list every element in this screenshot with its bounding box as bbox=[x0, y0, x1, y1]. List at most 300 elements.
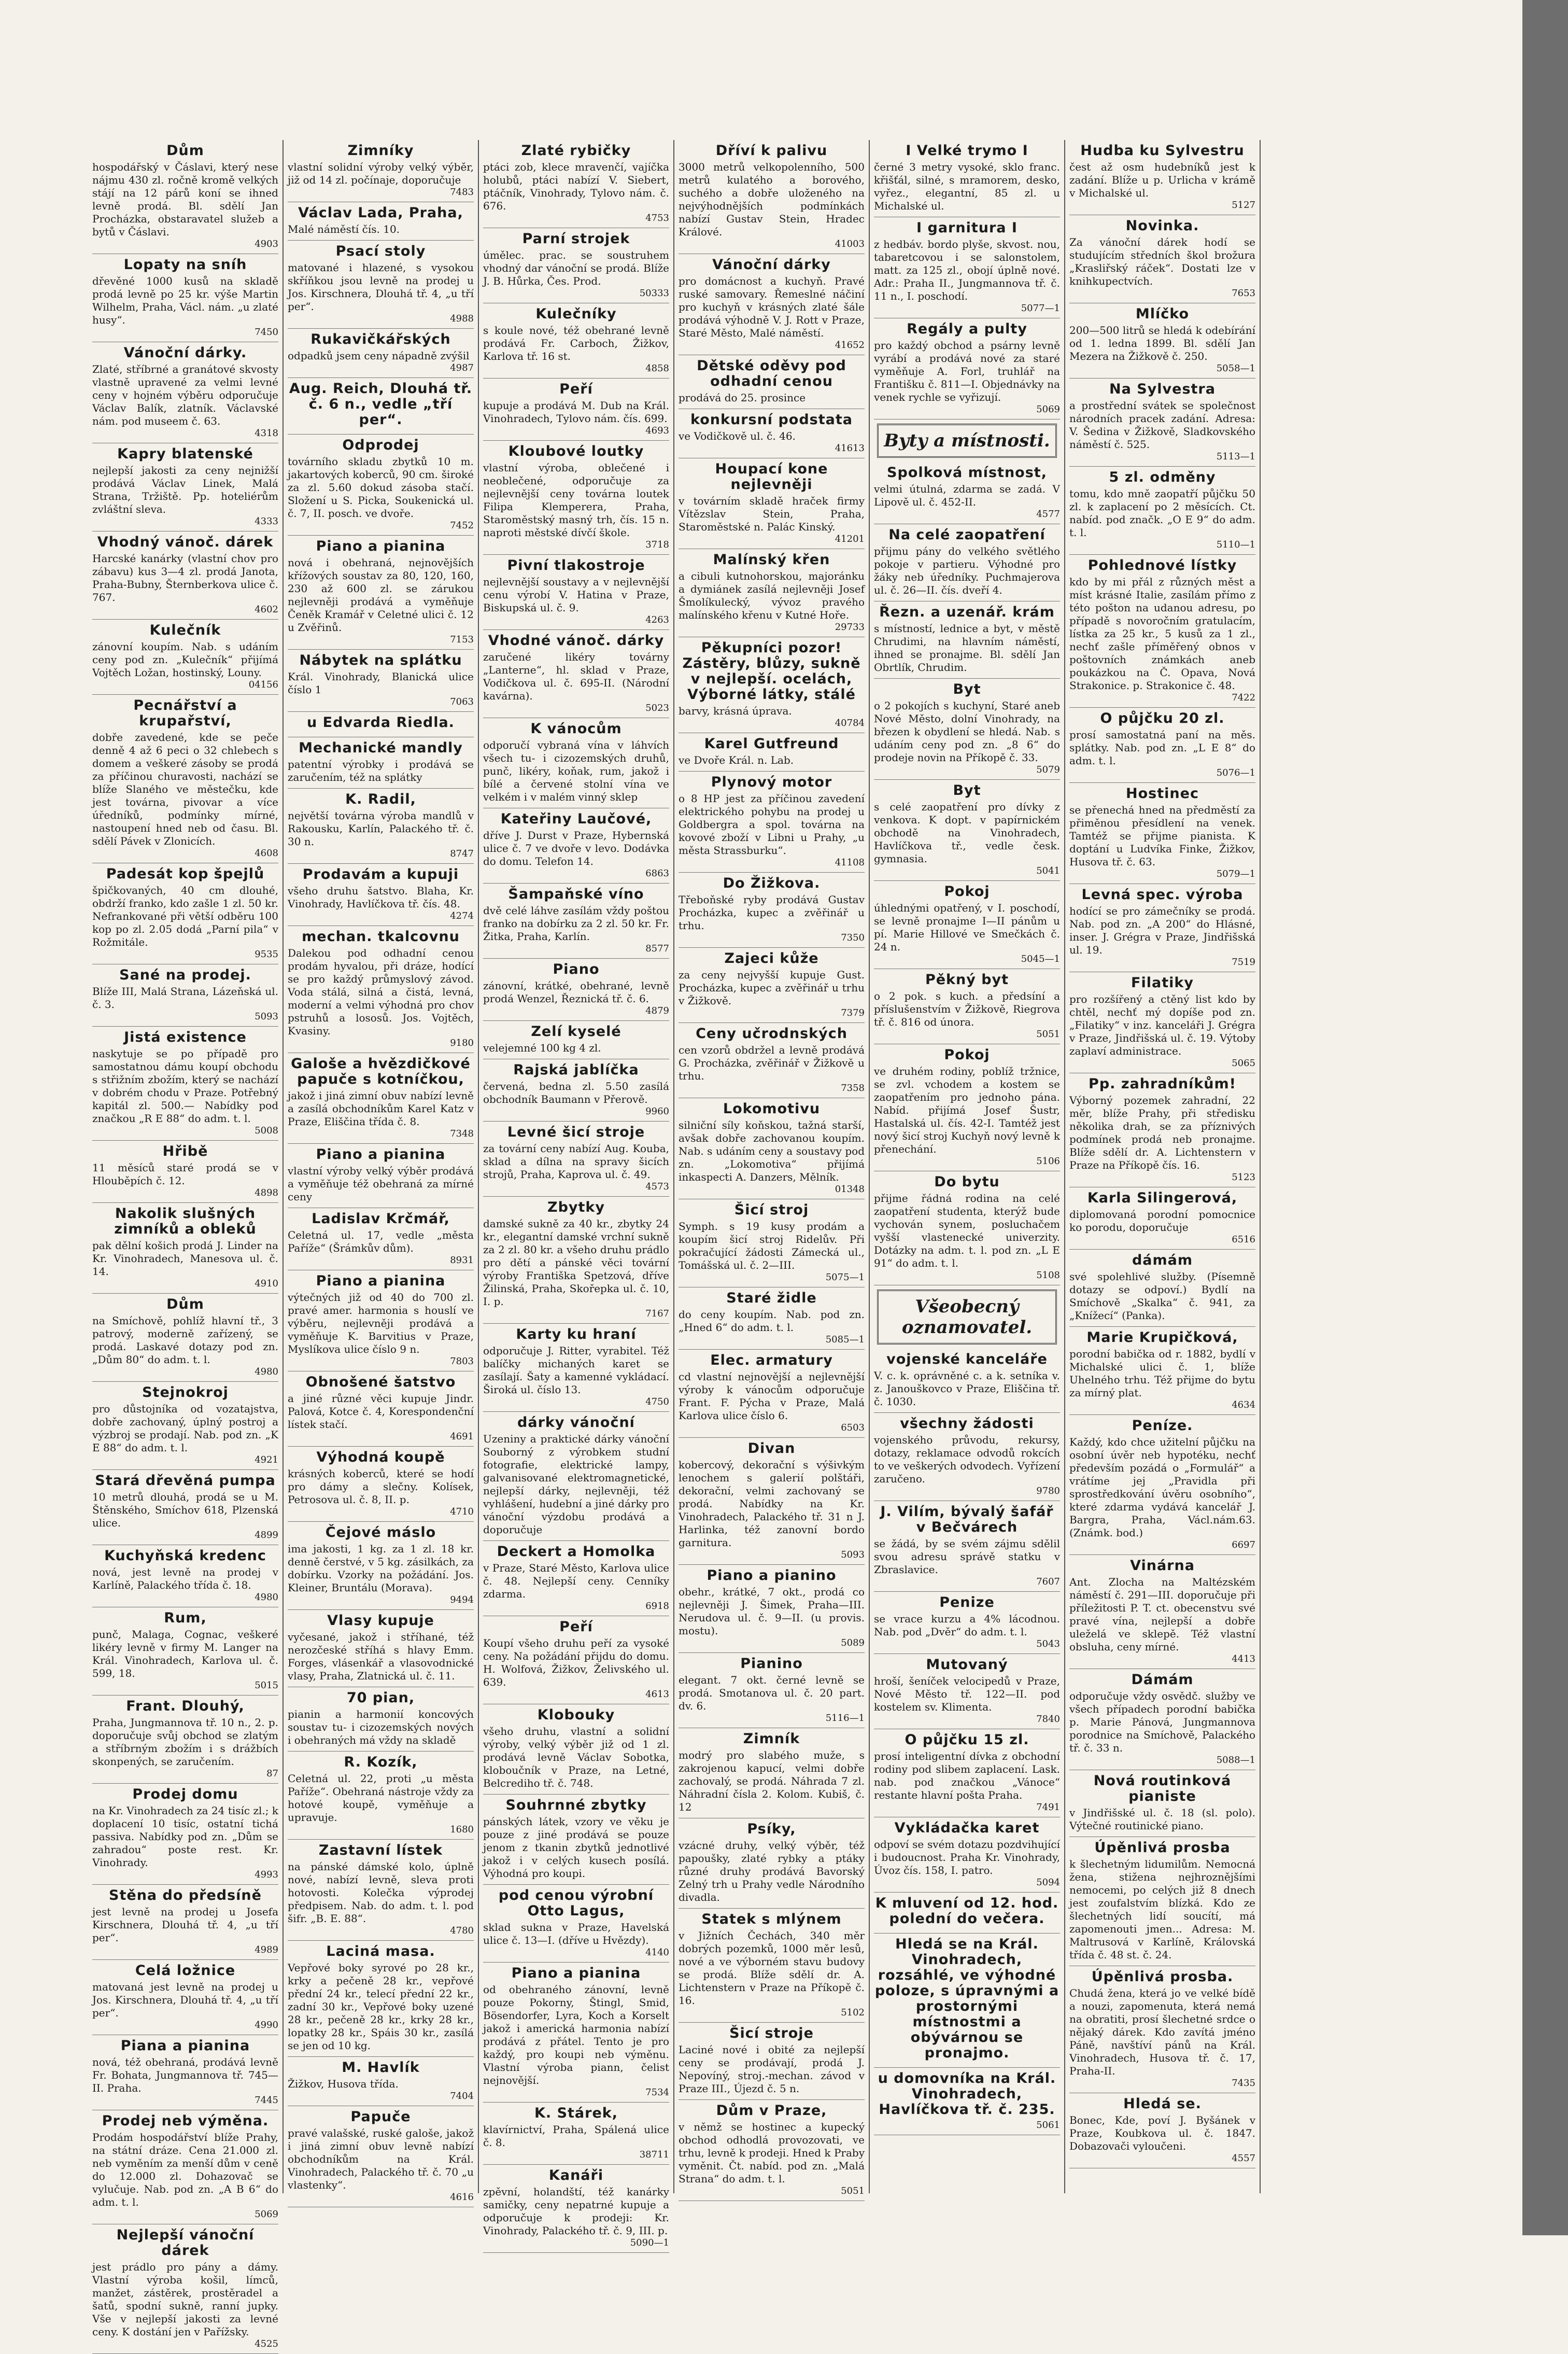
ad-body: silniční síly koňskou, tažná starší, avšak dobře zachovanou koupím. Nab. s udáním ceny a soustavy pod zn. „Lokomotiva“ přijímá inkaspecti A. Danzers, Mělník. bbox=[679, 1119, 865, 1183]
classified-ad bbox=[288, 202, 474, 241]
ad-reference-number: 7153 bbox=[450, 634, 474, 645]
ad-headline: dárky vánoční bbox=[517, 1414, 635, 1431]
ad-body: se žádá, by se svém zájmu sdělil svou adresu správě statku v Zbraslavice. bbox=[874, 1537, 1060, 1576]
classified-ad bbox=[92, 695, 278, 863]
ad-body: prosí inteligentní dívka z obchodní rodiny pod slibem zaplacení. Lask. nab. pod značkou „Vánoce“ restante hlavní pošta Praha. bbox=[874, 1750, 1060, 1801]
ad-reference-number: 5051 bbox=[1036, 1029, 1060, 1040]
classified-ad bbox=[483, 718, 669, 808]
ad-headline: Regály a pulty bbox=[907, 321, 1027, 337]
ad-body: prosí samostatná paní na měs. splátky. Nab. pod zn. „L E 8“ do adm. t. l. bbox=[1069, 728, 1255, 767]
ad-reference-number: 5023 bbox=[645, 703, 669, 713]
ad-body: pro rozšířený a ctěný list kdo by chtěl, nechť mý dopíše pod zn. „Filatiky“ v inz. kanceláři J. Grégra v Praze, Jindřišská ul. č. 19. Výtoby zaplaví administrace. bbox=[1069, 993, 1255, 1057]
classified-ad bbox=[874, 1501, 1060, 1592]
ad-headline: Penize bbox=[939, 1594, 995, 1610]
ad-reference-number: 1680 bbox=[450, 1824, 474, 1835]
ad-reference-number: 6863 bbox=[645, 868, 669, 879]
ad-headline: konkursní podstata bbox=[690, 412, 853, 428]
ad-body: dvě celé láhve zasílám vždy poštou franko na dobírku za 2 zl. 50 kr. Fr. Žitka, Praha, Karlín. bbox=[483, 904, 669, 943]
classified-ad bbox=[92, 2035, 278, 2110]
ad-body: pravé valašské, ruské galoše, jakož i jiná zimní obuv levně nabízí obchodníkům na Král. Vinohradech, Palackého tř. č. 70 „u vlastenky“. bbox=[288, 2127, 474, 2191]
ad-body: ve druhém rodiny, poblíž tržnice, se zvl. vchodem a kostem se zaopatřením pro jednoho pána. Nabíd. přijímá Josef Šustr, Hastalská ul. čís. 42-I. Tamtéž jest nový šicí stroj Kuchyň nový levně k přenechání. bbox=[874, 1065, 1060, 1155]
ad-reference-number: 7379 bbox=[841, 1007, 865, 1018]
ad-reference-number: 8577 bbox=[645, 943, 669, 954]
ad-body: od obehraného zánovní, levně pouze Pokorny, Štingl, Smid, Bösendorfer, Lyra, Koch a Korselt jakož i americká harmonia nabízí prodává z přátel. Tento je pro každý, pro koupi neb výměnu. Vlastní výroba piann, čelist nejnovější. bbox=[483, 1983, 669, 2086]
ad-headline: Nábytek na splátku bbox=[299, 652, 462, 668]
classified-ad bbox=[1069, 1187, 1255, 1250]
ad-reference-number: 4987 bbox=[450, 362, 474, 373]
ad-reference-number: 7422 bbox=[1232, 692, 1255, 703]
ad-body: odpoví se svém dotazu pozdvihující i budoucnost. Praha Kr. Vinohrady, Úvoz čís. 158, I. patro. bbox=[874, 1838, 1060, 1876]
section-heading-box: Byty a místnosti. bbox=[877, 424, 1057, 458]
classified-ad bbox=[288, 650, 474, 712]
ad-body: odporučuje vždy osvědč. služby ve všech případech porodní babička p. Marie Pánová, Jungmannova porodnice na Smíchově, Palackého tř. č. 33 n. bbox=[1069, 1690, 1255, 1754]
ad-headline: Divan bbox=[747, 1440, 796, 1456]
classified-ad bbox=[679, 873, 865, 948]
ad-body: ima jakosti, 1 kg. za 1 zl. 18 kr. denně čerstvé, v 5 kg. zásilkách, za dobírku. Vzorky na požádání. Jos. Kleiner, Bruntálu (Morava). bbox=[288, 1543, 474, 1594]
ad-headline: I garnitura I bbox=[916, 220, 1018, 236]
classified-ad bbox=[679, 458, 865, 549]
classified-ad bbox=[92, 254, 278, 342]
classified-ad bbox=[1069, 1555, 1255, 1669]
ad-headline: Úpěnlivá prosba. bbox=[1091, 1969, 1234, 1985]
ad-headline: K mluvení od 12. hod. polední do večera. bbox=[875, 1895, 1059, 1927]
ad-headline: Vhodný vánoč. dárek bbox=[97, 534, 274, 550]
ad-body: v Jindřišské ul. č. 18 (sl. polo). Výtečné routinické piano. bbox=[1069, 1806, 1255, 1832]
ad-reference-number: 5079—1 bbox=[1216, 868, 1255, 879]
ad-body: barvy, krásná úprava. bbox=[679, 705, 792, 717]
ad-headline: Odprodej bbox=[342, 437, 419, 453]
ad-headline: Karel Gutfreund bbox=[704, 736, 839, 752]
classified-ad bbox=[679, 1909, 865, 2023]
ad-reference-number: 5065 bbox=[1232, 1058, 1255, 1069]
ad-body: odpadků jsem ceny nápadně zvýšil bbox=[288, 349, 470, 362]
ad-headline: Čejové máslo bbox=[325, 1524, 436, 1540]
ad-body: s koule nové, též obehrané levně prodává Fr. Carboch, Žižkov, Karlova tř. 16 st. bbox=[483, 324, 669, 362]
ad-body: Dalekou pod odhadní cenou prodám hyvalou, při dráze, hodící se pro každý průmyslový závod. Voda stálá, silná a čistá, levná, moderní a velmi výhodná pro chov pstruhů a lososů. Jos. Vojtěch, Kvasiny. bbox=[288, 947, 474, 1037]
ad-headline: Mechanické mandly bbox=[299, 740, 463, 756]
classified-ad bbox=[483, 1059, 669, 1122]
ad-body: velejemné 100 kg 4 zl. bbox=[483, 1042, 601, 1054]
classified-ad bbox=[679, 1199, 865, 1287]
ad-headline: Houpací kone nejlevněji bbox=[715, 461, 828, 493]
classified-ad bbox=[92, 1607, 278, 1696]
ad-body: Král. Vinohrady, Blanická ulice číslo 1 bbox=[288, 670, 474, 696]
ad-reference-number: 4577 bbox=[1036, 509, 1060, 520]
ad-reference-number: 5116—1 bbox=[825, 1713, 865, 1724]
ad-body: nová i obehraná, nejnovějších křížových soustav za 80, 120, 160, 230 až 600 zl. se zárukou nejlevněji prodává a vyměňuje Čeněk Kramář v Celetné ulici č. 12 u Zvěřinů. bbox=[288, 556, 474, 634]
classified-ad bbox=[1069, 1073, 1255, 1187]
ad-body: se vrace kurzu a 4% lácodnou. Nab. pod „Dvěr“ do adm. t. l. bbox=[874, 1613, 1060, 1638]
ad-headline: J. Vilím, bývalý šafář v Bečvárech bbox=[880, 1504, 1054, 1535]
column-4 bbox=[674, 140, 870, 2196]
classified-ad bbox=[92, 1027, 278, 1141]
classified-ad bbox=[92, 1784, 278, 1885]
ad-headline: Prodej domu bbox=[132, 1786, 238, 1802]
ad-body: kobercový, dekorační s výšivkým lenochem s galerií polštáři, dekorační, velmi zachovaný se prodá. Nabídky na Kr. Vinohradech, Palackého tř. 31 n J. Harlinka, též zanovní bordo garnitura. bbox=[679, 1459, 865, 1549]
ad-body: a prostřední svátek se společnost národních pracek zadání. Adresa: V. Šedina v Žižkově, Sladkovského náměstí č. 525. bbox=[1069, 399, 1255, 451]
classified-ad bbox=[1069, 215, 1255, 303]
ad-body: černé 3 metry vysoké, sklo franc. křišťál, silné, s mramorem, desko, vyřez., elegantní, 85 zl. u Michalské ul. bbox=[874, 161, 1060, 212]
ad-body: zpěvní, holandští, též kanárky samičky, ceny nepatrné kupuje a odporučuje k prodeji: Kr. Vinohrady, Palackého tř. č. 9, III. p. bbox=[483, 2185, 669, 2237]
ad-body: Třeboňské ryby prodává Gustav Procházka, kupec a zvěřinář u trhu. bbox=[679, 893, 865, 932]
classified-ad bbox=[874, 1171, 1060, 1285]
classified-ad bbox=[679, 1098, 865, 1199]
ad-reference-number: 4879 bbox=[645, 1005, 669, 1016]
classified-ad bbox=[483, 884, 669, 959]
classified-ad bbox=[874, 1817, 1060, 1893]
ad-headline: Sané na prodej. bbox=[119, 967, 251, 983]
classified-ad bbox=[1069, 379, 1255, 467]
classified-ad bbox=[483, 303, 669, 379]
ad-reference-number: 4980 bbox=[255, 1366, 278, 1377]
ad-headline: Marie Krupičková, bbox=[1086, 1329, 1238, 1346]
ad-body: na Smíchově, pohlíž hlavní tř., 3 patrový, moderně zařízený, se prodá. Laskavé dotazy pod zn. „Dům 80“ do adm. t. l. bbox=[92, 1314, 278, 1366]
classified-ad bbox=[1069, 1837, 1255, 1966]
ad-headline: Kulečníky bbox=[535, 306, 617, 322]
ad-headline: 5 zl. odměny bbox=[1109, 469, 1216, 485]
classified-ad bbox=[874, 1044, 1060, 1171]
ad-body: a jiné různé věci kupuje Jindr. Palová, Kotce č. 4, Korespondenční lístek stačí. bbox=[288, 1392, 474, 1431]
classified-ad bbox=[288, 1144, 474, 1208]
ad-headline: Rum, bbox=[164, 1610, 207, 1626]
ad-headline: Byt bbox=[953, 782, 981, 798]
classified-ad bbox=[288, 241, 474, 329]
ad-body: cen vzorů obdržel a levně prodává G. Procházka, zvěřinář v Žižkově u trhu. bbox=[679, 1044, 865, 1082]
ad-headline: Pokoj bbox=[944, 884, 990, 900]
ad-headline: Staré židle bbox=[726, 1290, 817, 1306]
ad-body: zánovní koupím. Nab. s udáním ceny pod zn. „Kulečník“ přijímá Vojtěch Ložan, hostinský, Louny. bbox=[92, 640, 278, 679]
ad-headline: Pivní tlakostroje bbox=[507, 557, 645, 573]
ad-reference-number: 41201 bbox=[835, 534, 865, 544]
ad-headline: Dům bbox=[166, 143, 204, 159]
ad-headline: Peří bbox=[559, 1619, 593, 1635]
ad-headline: Stejnokroj bbox=[142, 1384, 229, 1400]
ad-reference-number: 9960 bbox=[645, 1106, 669, 1117]
classified-ad bbox=[679, 948, 865, 1023]
classified-ad bbox=[483, 555, 669, 630]
ad-reference-number: 5069 bbox=[255, 2209, 278, 2220]
classified-ad bbox=[483, 1616, 669, 1704]
ad-headline: Dámám bbox=[1131, 1672, 1194, 1688]
ad-headline: Lokomotivu bbox=[723, 1101, 821, 1117]
ad-headline: Obnošené šatstvo bbox=[305, 1374, 456, 1390]
ad-reference-number: 5089 bbox=[841, 1637, 865, 1648]
classified-ad bbox=[483, 959, 669, 1021]
classified-ad bbox=[874, 969, 1060, 1044]
ad-body: nejlevnější soustavy a v nejlevnější cenu výrobí V. Hatina v Praze, Biskupská ul. č. 9. bbox=[483, 576, 669, 614]
classified-ad bbox=[679, 1565, 865, 1653]
ad-reference-number: 5090—1 bbox=[630, 2237, 669, 2248]
classified-ad bbox=[288, 2106, 474, 2207]
ad-reference-number: 5093 bbox=[841, 1549, 865, 1560]
ad-headline: I Velké trymo I bbox=[906, 143, 1028, 159]
classified-ad bbox=[679, 355, 865, 409]
ad-headline: Pecnářství a krupařství, bbox=[133, 697, 237, 729]
ad-headline: Novinka. bbox=[1125, 218, 1199, 234]
ad-body: hodící se pro zámečníky se prodá. Nab. pod zn. „A 200“ do Hlásné, inser. J. Grégra v Praze, Jindřišská ul. 19. bbox=[1069, 905, 1255, 956]
ad-body: výtečných již od 40 do 700 zl. pravé amer. harmonia s houslí ve výběru, nejlevněji prodává a vyměňuje K. Barvitius v Praze, Myslíkova ulice číslo 9 n. bbox=[288, 1291, 474, 1355]
ad-body: pro domácnost a kuchyň. Pravé ruské samovary. Řemeslné náčiní pro kuchyň v krásných zlaté šále prodává výhodně V. J. Rott v Praze, Staré Město, Malé náměstí. bbox=[679, 275, 865, 339]
ad-reference-number: 5043 bbox=[1036, 1638, 1060, 1649]
ad-body: nejlepší jakosti za ceny nejnižší prodává Václav Linek, Malá Strana, Tržiště. Pp. hoteliérům zvláštní sleva. bbox=[92, 464, 278, 515]
ad-body: továrního skladu zbytků 10 m. jakartových koberců, 90 cm. široké za zl. 5.60 dokud zásoba stačí. Složení u S. Picka, Soukenická ul. č. 7, II. posch. ve dvoře. bbox=[288, 455, 474, 520]
ad-headline: Psací stoly bbox=[335, 243, 426, 259]
classified-ad bbox=[92, 1885, 278, 1960]
ad-body: své spolehlivé služby. (Písemně dotazy se odpoví.) Bydlí na Smíchově „Skalka“ č. 941, za „Knížecí“ (Panka). bbox=[1069, 1270, 1255, 1322]
ad-reference-number: 4980 bbox=[255, 1592, 278, 1603]
ad-headline: Lopaty na sníh bbox=[123, 257, 247, 273]
classified-ad bbox=[874, 1349, 1060, 1413]
classified-ad bbox=[874, 679, 1060, 780]
ad-body: elegant. 7 okt. černé levně se prodá. Smotanova ul. č. 20 part. dv. 6. bbox=[679, 1674, 865, 1712]
ad-body: matovaná jest levně na prodej u Jos. Kirschnera, Dlouhá tř. 4, „u tří per“. bbox=[92, 1981, 278, 2019]
ad-body: pro důstojníka od vozatajstva, dobře zachovaný, úplný postroj a výzbroj se prodají. Nab. pod zn. „K E 88“ do adm. t. l. bbox=[92, 1403, 278, 1454]
ad-reference-number: 4274 bbox=[450, 910, 474, 921]
ad-headline: Levná spec. výroba bbox=[1081, 887, 1244, 903]
classified-ad bbox=[874, 780, 1060, 881]
classified-ad bbox=[288, 1840, 474, 1941]
ad-headline: Piano bbox=[553, 961, 600, 977]
ad-headline: R. Kozík, bbox=[344, 1754, 418, 1770]
classified-ad bbox=[92, 531, 278, 620]
ad-headline: Dům bbox=[166, 1296, 204, 1312]
classified-ad bbox=[288, 1270, 474, 1371]
ad-body: vlastní výroba, oblečené i neoblečené, odporučuje za nejlevnější ceny továrna loutek Filipa Klemperera, Praha, Staroměstský masný trh, čís. 15 n. naproti městské dívčí škole. bbox=[483, 461, 669, 539]
ad-headline: Malínský křen bbox=[713, 552, 830, 568]
ad-headline: Spolková místnost, bbox=[887, 465, 1047, 481]
ad-headline: pod cenou výrobní Otto Lagus, bbox=[498, 1887, 654, 1919]
ad-reference-number: 4780 bbox=[450, 1925, 474, 1936]
ad-reference-number: 9180 bbox=[450, 1038, 474, 1048]
ad-body: dříve J. Durst v Praze, Hybernská ulice č. 7 ve dvoře v levo. Dodávka do domu. Telefon 14. bbox=[483, 829, 669, 867]
ad-headline: Papuče bbox=[350, 2109, 411, 2125]
ad-headline: Byt bbox=[953, 681, 981, 697]
ad-headline: Piano a pianina bbox=[511, 1965, 641, 1981]
ad-reference-number: 5075—1 bbox=[825, 1272, 865, 1283]
classified-ad bbox=[679, 2100, 865, 2201]
classified-ad bbox=[92, 2110, 278, 2224]
ad-reference-number: 7519 bbox=[1232, 957, 1255, 968]
ad-body: 11 měsíců staré prodá se v Hlouběpích č. 12. bbox=[92, 1161, 278, 1187]
ad-body: prodává do 25. prosince bbox=[679, 391, 806, 404]
ad-headline: Šampaňské víno bbox=[508, 886, 644, 902]
ad-body: vlastní solidní výroby velký výběr, již od 14 zl. počínaje, doporučuje bbox=[288, 161, 474, 186]
ad-reference-number: 7653 bbox=[1232, 288, 1255, 299]
ad-headline: Celá ložnice bbox=[135, 1963, 236, 1979]
ad-reference-number: 4608 bbox=[255, 848, 278, 859]
ad-headline: 70 pian, bbox=[346, 1690, 415, 1706]
ad-body: dobře zavedené, kde se peče denně 4 až 6 peci o 32 chlebech s domem a veškeré zásoby se prodá za příčinou churavosti, nachází se blíže Slaného ve městečku, kde jest továrna, pivovar a více úředníků, podmínky mírné, nastoupení hned neb od času. Bl. sdělí Pávek v Zlonicích. bbox=[92, 731, 278, 847]
ad-reference-number: 8747 bbox=[450, 848, 474, 859]
ad-body: s celé zaopatření pro dívky z venkova. K dopt. v papírnickém obchodě na Vinohradech, Havlíčkova tř., vedle česk. gymnasia. bbox=[874, 801, 1060, 865]
ad-headline: K vánocům bbox=[530, 721, 622, 737]
classified-ads-page bbox=[88, 140, 1457, 2349]
ad-body: damské sukně za 40 kr., zbytky 24 kr., elegantní damské vrchní sukně za 2 zl. 80 kr. a všeho druhu prádlo pro dětí a pánské věci tovární výroby Františka Spetzová, dříve Žilinská, Praha, Skořepka ul. č. 10, I. p. bbox=[483, 1217, 669, 1308]
classified-ad bbox=[288, 140, 474, 202]
ad-body: velmi útulná, zdarma se zadá. V Lipově ul. č. 452-II. bbox=[874, 483, 1060, 508]
ad-headline: Stará dřevěná pumpa bbox=[95, 1473, 276, 1489]
ad-body: Koupí všeho druhu peří za vysoké ceny. Na požádání přijdu do domu. H. Wolfová, Žižkov, Želivského ul. 639. bbox=[483, 1637, 669, 1688]
ad-headline: Hostinec bbox=[1126, 786, 1199, 802]
ad-reference-number: 5108 bbox=[1036, 1270, 1060, 1281]
ad-reference-number: 7452 bbox=[450, 520, 474, 531]
ad-headline: Vánoční dárky. bbox=[123, 345, 247, 361]
column-1 bbox=[88, 140, 284, 2349]
ad-headline: K. Radil, bbox=[345, 791, 416, 807]
classified-ad bbox=[483, 2103, 669, 2165]
ad-body: Laciné nové i obité za nejlepší ceny se prodávají, prodá J. Nepovíný, stroj.-mechan. závod v Praze III., Újezd č. 5 n. bbox=[679, 2043, 865, 2095]
classified-ad bbox=[288, 1208, 474, 1270]
ad-body: Bonec, Kde, poví J. Byšánek v Praze, Koubkova ul. č. 1847. Dobazovači vyloučeni. bbox=[1069, 2114, 1255, 2152]
ad-body: ve Vodičkově ul. č. 46. bbox=[679, 430, 796, 442]
classified-ad bbox=[92, 1141, 278, 1203]
classified-ad bbox=[483, 1021, 669, 1059]
classified-ad bbox=[288, 536, 474, 650]
ad-headline: Vhodné vánoč. dárky bbox=[488, 633, 665, 649]
ad-reference-number: 7803 bbox=[450, 1356, 474, 1367]
ad-headline: Dříví k palivu bbox=[715, 143, 828, 159]
classified-ad bbox=[679, 254, 865, 355]
classified-ad bbox=[483, 1541, 669, 1616]
ad-body: odporučuje J. Ritter, vyrabitel. Též balíčky michaných karet se zasílají. Šaty a kamenné vykládací. Široká ul. číslo 13. bbox=[483, 1344, 669, 1396]
ad-reference-number: 4899 bbox=[255, 1530, 278, 1540]
classified-ad bbox=[288, 789, 474, 864]
ad-headline: Do Žižkova. bbox=[723, 875, 821, 891]
ad-reference-number: 4710 bbox=[450, 1506, 474, 1517]
classified-ad bbox=[483, 1412, 669, 1541]
ad-headline: Prodavám a kupuji bbox=[302, 866, 459, 882]
ad-headline: Kanáři bbox=[548, 2167, 604, 2183]
ad-body: úhlednými opatřený, v I. poschodí, se levně pronajme I—II pánům u pí. Marie Hillové ve Smečkách č. 24 n. bbox=[874, 902, 1060, 953]
classified-ad bbox=[288, 1610, 474, 1687]
ad-headline: všechny žádosti bbox=[900, 1416, 1034, 1432]
ad-headline: Elec. armatury bbox=[710, 1352, 833, 1368]
ad-body: v němž se hostinec a kupecký obchod odhodlá provozovati, ve trhu, levně k prodeji. Hned k Praby vyměnit. Čt. nabíd. pod zn. „Malá Strana“ do adm. t. l. bbox=[679, 2121, 865, 2185]
ad-headline: Nová routinková pianiste bbox=[1093, 1773, 1232, 1804]
ad-body: Zlaté, stříbrné a granátové skvosty vlastně upravené za velmi levné ceny v hojném výběru odporučuje Václav Balík, zlatník. Václavské nám. pod museem č. 63. bbox=[92, 363, 278, 427]
ad-reference-number: 5008 bbox=[255, 1125, 278, 1136]
classified-ad bbox=[288, 1752, 474, 1840]
classified-ad bbox=[1069, 884, 1255, 972]
ad-reference-number: 5085—1 bbox=[825, 1334, 865, 1345]
ad-body: z hedbáv. bordo plyše, skvost. nou, tabaretcovou i se salonstolem, matt. za 125 zl., obojí úplně nové. Adr.: Praha II., Jungmannova tř. č. 11 n., I. poschodí. bbox=[874, 238, 1060, 302]
ad-headline: Zajeci kůže bbox=[724, 950, 819, 966]
ad-body: v Praze, Staré Město, Karlova ulice č. 48. Nejlepší ceny. Cenníky zdarma. bbox=[483, 1562, 669, 1600]
ad-body: Výborný pozemek zahradní, 22 měr, blíže Prahy, při středisku několika drah, se za příznivých podmínek prodá neb pronajme. Blíže sdělí dr. A. Lichtenstern v Praze na Příkopě čís. 16. bbox=[1069, 1094, 1255, 1171]
ad-reference-number: 5093 bbox=[255, 1011, 278, 1022]
ad-reference-number: 7350 bbox=[841, 932, 865, 943]
classified-ad bbox=[679, 733, 865, 772]
ad-body: Celetná ul. 22, proti „u města Paříže“. Obehraná nástroje vždy za hotové koupě, vyměňuje a upravuje. bbox=[288, 1772, 474, 1824]
ad-headline: Vykládačka karet bbox=[894, 1820, 1040, 1836]
ad-reference-number: 7435 bbox=[1232, 2078, 1255, 2089]
classified-ad bbox=[1069, 467, 1255, 555]
ad-body: všeho druhu šatstvo. Blaha, Kr. Vinohrady, Havlíčkova tř. čís. 48. bbox=[288, 885, 474, 910]
scan-edge bbox=[1522, 0, 1568, 2235]
ad-body: Vepřové boky syrové po 28 kr., krky a pečeně 28 kr., vepřové přední 24 kr., telecí přední 22 kr., zadní 30 kr., Vepřové boky uzené 28 kr., pečeně 28 kr., krky 28 kr., lopatky 28 kr., Spáis 30 kr., zasílá se jen od 10 kg. bbox=[288, 1961, 474, 2052]
classified-ad bbox=[1069, 303, 1255, 379]
classified-ad bbox=[92, 1203, 278, 1294]
ad-body: V. c. k. oprávněné c. a k. setníka v. z. Janouškovco v Praze, Eliščina tř. č. 1030. bbox=[874, 1369, 1060, 1408]
ad-headline: vojenské kanceláře bbox=[886, 1351, 1048, 1367]
ad-headline: Peníze. bbox=[1132, 1418, 1193, 1434]
ad-reference-number: 6918 bbox=[645, 1601, 669, 1612]
ad-reference-number: 4750 bbox=[645, 1396, 669, 1407]
ad-body: kupuje a prodává M. Dub na Král. Vinohradech, Tylovo nám. čís. 699. bbox=[483, 399, 669, 425]
ad-headline: Kloubové loutky bbox=[508, 443, 644, 459]
ad-headline: Kuchyňská kredenc bbox=[104, 1548, 266, 1564]
ad-headline: Plynový motor bbox=[711, 774, 832, 790]
ad-reference-number: 9780 bbox=[1036, 1486, 1060, 1496]
classified-ad bbox=[288, 1522, 474, 1610]
ad-body: vojenského průvodu, rekursy, dotazy, reklamace odvodů rokcích to ve veškerých odvodech. Vyřízení zaručeno. bbox=[874, 1434, 1060, 1485]
ad-body: Praha, Jungmannova tř. 10 n., 2. p. doporučuje svůj obchod se zlatým a stříbrným zbožím i s drážbích skonpených, se zaručením. bbox=[92, 1716, 278, 1768]
ad-reference-number: 7445 bbox=[255, 2095, 278, 2106]
ad-reference-number: 7358 bbox=[841, 1083, 865, 1094]
ad-body: v Jižních Čechách, 340 měr dobrých pozemků, 1000 měr lesů, nové a ve výborném stavu budovy se prodá. Blíže sdělí dr. A. Lichtenstern v Praze na Příkopě č. 16. bbox=[679, 1929, 865, 2007]
ad-reference-number: 9535 bbox=[255, 949, 278, 960]
ad-headline: Galoše a hvězdičkové papuče s kotníčkou, bbox=[291, 1056, 471, 1087]
classified-ad bbox=[679, 1438, 865, 1565]
ad-body: Blíže III, Malá Strana, Lázeňská ul. č. 3. bbox=[92, 985, 278, 1011]
classified-ad bbox=[874, 1933, 1060, 2068]
classified-ad bbox=[483, 1197, 669, 1324]
classified-ad bbox=[288, 1447, 474, 1522]
ad-body: Prodám hospodářství blíže Prahy, na státní dráze. Cena 21.000 zl. neb vyměním za menší dům v ceně do 12.000 zl. Dohazovač se vylučuje. Nab. pod zn. „A B 6“ do adm. t. l. bbox=[92, 2131, 278, 2208]
classified-ad bbox=[92, 1294, 278, 1382]
ad-headline: Kateřiny Laučové, bbox=[500, 811, 652, 827]
ad-headline: Souhrnné zbytky bbox=[505, 1797, 647, 1813]
ad-headline: Pohlednové lístky bbox=[1087, 557, 1237, 573]
ad-reference-number: 4613 bbox=[645, 1689, 669, 1700]
ad-reference-number: 41652 bbox=[835, 340, 865, 351]
ad-body: Žižkov, Husova třída. bbox=[288, 2078, 399, 2090]
ad-reference-number: 5127 bbox=[1232, 200, 1255, 211]
column-6 bbox=[1065, 140, 1261, 2193]
classified-ad bbox=[483, 1122, 669, 1197]
classified-ad bbox=[288, 926, 474, 1053]
ad-body: přijmu pány do velkého světlého pokoje v partieru. Výhodné pro žáky neb úředníky. Puchmajerova ul. č. 26—II. čís. dveří 4. bbox=[874, 545, 1060, 596]
ad-reference-number: 5045—1 bbox=[1021, 954, 1060, 964]
ad-reference-number: 4616 bbox=[450, 2192, 474, 2203]
ad-body: pro každý obchod a psárny levně vyrábí a prodává nové za staré vyměňuje A. Forl, truhlář na Františku č. 811—I. Objednávky na venek rychle se vyřizují. bbox=[874, 339, 1060, 403]
classified-ad bbox=[288, 378, 474, 435]
ad-body: vyčesané, jakož i stříhané, též nerozčeské stříhá s hlavy Emm. Forges, vlásenkář a vlasovodnické vlasy, Praha, Zlatnická ul. č. 11. bbox=[288, 1631, 474, 1682]
ad-headline: Kulečník bbox=[149, 622, 221, 638]
ad-headline: Pokoj bbox=[944, 1047, 990, 1063]
ad-reference-number: 4693 bbox=[645, 425, 669, 436]
ad-headline: Parní strojek bbox=[522, 231, 630, 247]
classified-ad bbox=[92, 964, 278, 1027]
ad-headline: Zimníky bbox=[347, 143, 414, 159]
classified-ad bbox=[288, 435, 474, 536]
ad-body: dřevěné 1000 kusů na skladě prodá levně po 25 kr. výše Martin Wilhelm, Praha, Václ. nám. „u zlaté husy“. bbox=[92, 275, 278, 326]
classified-ad bbox=[483, 379, 669, 441]
classified-ad bbox=[679, 637, 865, 733]
classified-ad bbox=[1069, 1669, 1255, 1770]
ad-reference-number: 3718 bbox=[645, 539, 669, 550]
ad-reference-number: 04156 bbox=[248, 679, 278, 690]
ad-headline: Nejlepší vánoční dárek bbox=[116, 2227, 255, 2259]
ad-body: na pánské dámské kolo, úplně nové, nabízí levně, sleva proti hotovosti. Kolečka výprodej předpisem. Nab. do adm. t. l. pod šifr. „B. E. 88“. bbox=[288, 1860, 474, 1925]
ad-body: Celetná ul. 17, vedle „města Paříže“ (Šrámkův dům). bbox=[288, 1229, 474, 1254]
ad-headline: Rukavičkářských bbox=[310, 331, 451, 347]
ad-reference-number: 5102 bbox=[841, 2007, 865, 2018]
classified-ad bbox=[1069, 1770, 1255, 1837]
ad-reference-number: 40784 bbox=[835, 718, 865, 728]
ad-reference-number: 7167 bbox=[645, 1308, 669, 1319]
ad-body: kdo by mi přál z různých měst a míst krásné Italie, zasílám přímo z této pošton na udanou adresu, po případě s novoročním gratulacím, lístka za 25 kr., 5 kusů za 1 zl., nechť zašle příměřený obnos v poštovních známkách aneb poukázkou na Č. Opava, Nová Strakonice. p. Strakonice č. 48. bbox=[1069, 576, 1255, 692]
